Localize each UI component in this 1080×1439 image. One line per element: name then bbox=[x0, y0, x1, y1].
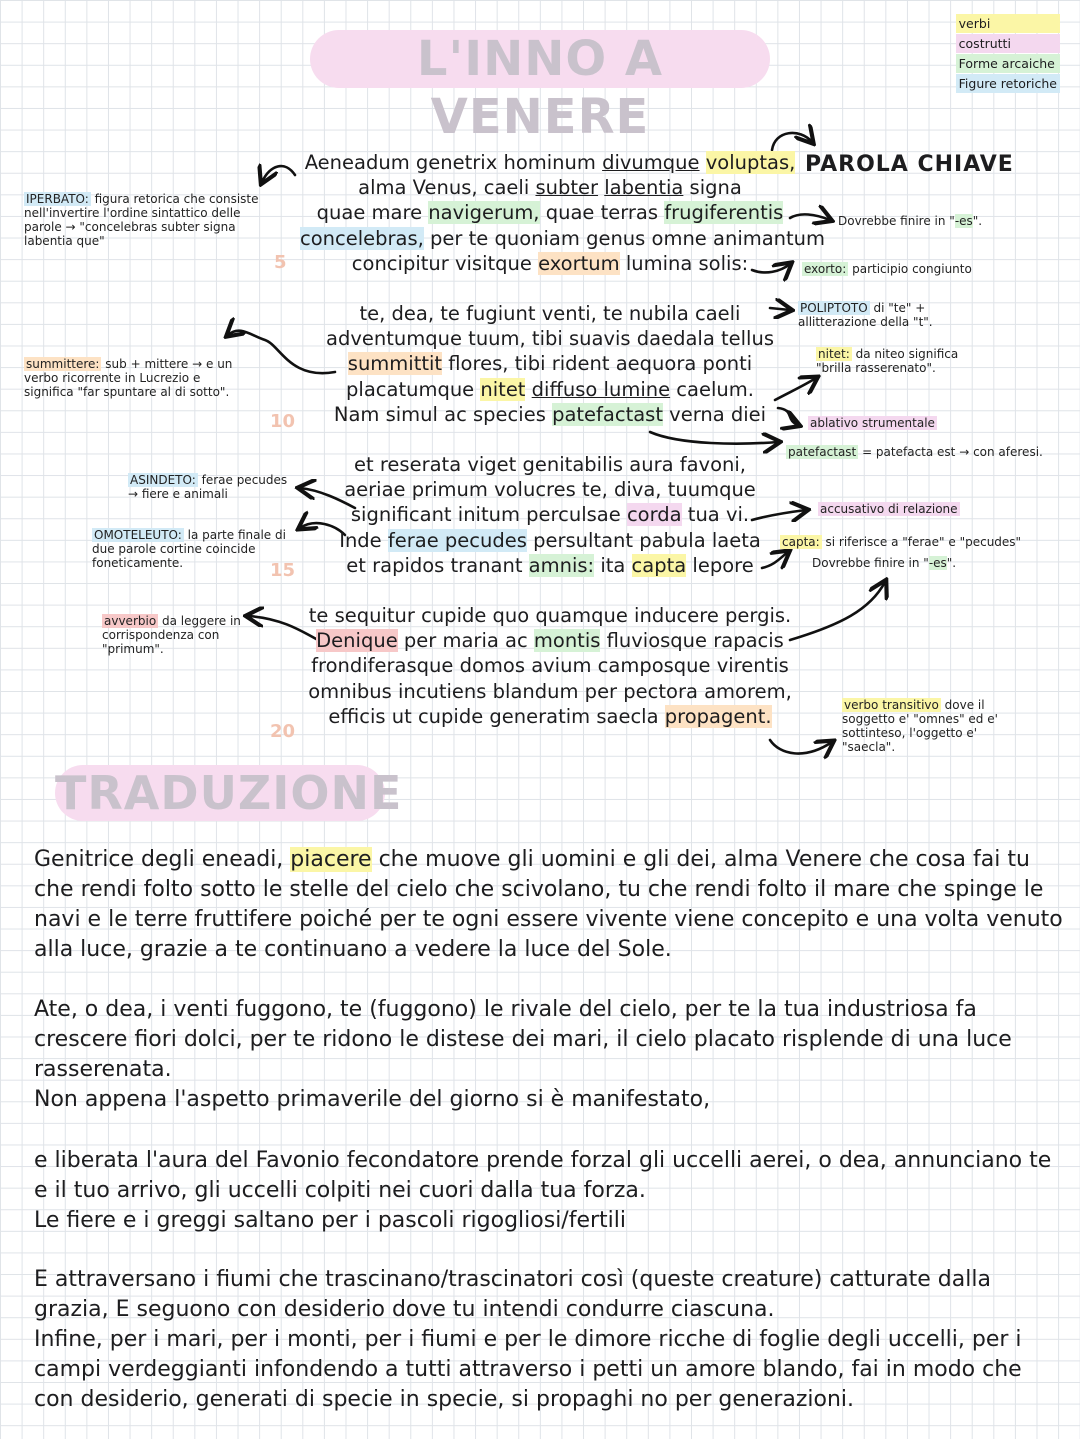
latin-fragment: placatumque bbox=[346, 377, 481, 401]
latin-line bbox=[300, 704, 800, 729]
latin-fragment: lepore bbox=[686, 553, 754, 577]
latin-line: adventumque tuum, tibi suavis daedala tellus bbox=[326, 327, 774, 351]
latin-line bbox=[300, 200, 800, 225]
note-tag: ablativo strumentale bbox=[810, 416, 935, 430]
latin-line bbox=[300, 502, 800, 527]
note-text: participio congiunto bbox=[848, 262, 972, 276]
keyword-label: PAROLA CHIAVE bbox=[805, 152, 1014, 177]
note-tag: verbo transitivo bbox=[844, 698, 939, 712]
note-tag: summittere: bbox=[26, 357, 100, 371]
note-tag: ASINDETO: bbox=[130, 473, 196, 487]
latin-highlight: summittit bbox=[347, 352, 443, 376]
translation-text: Infine, per i mari, per i monti, per i fiumi e per le dimore ricche di foglie degli uccelli, per i campi verdeggianti infondendo a tutti attraverso i petti un amore blando, fai in modo che con desiderio, generati di specie in specie, si propaghi no per generazioni. bbox=[34, 1327, 1022, 1412]
note-tag: OMOTELEUTO: bbox=[94, 528, 182, 542]
legend-forme-arcaiche: Forme arcaiche bbox=[956, 54, 1060, 73]
translation-text: Non appena l'aspetto primaverile del giorno si è manifestato, bbox=[34, 1087, 711, 1112]
latin-fragment: fluviosque rapacis bbox=[600, 629, 784, 653]
latin-highlight: navigerum, bbox=[428, 201, 540, 225]
note-asindeto bbox=[128, 473, 298, 501]
latin-fragment: per te quoniam genus omne animantum bbox=[423, 226, 826, 250]
latin-highlight: nitet bbox=[480, 377, 526, 401]
translation-title: TRADUZIONE bbox=[55, 766, 403, 820]
latin-fragment: labentia bbox=[604, 176, 684, 200]
note-tag: POLIPTOTO bbox=[800, 301, 868, 315]
latin-fragment: verna diei bbox=[662, 402, 767, 426]
latin-highlight: concelebras, bbox=[300, 226, 424, 250]
latin-highlight: ferae pecudes bbox=[387, 528, 527, 552]
translation-text: E attraversano i fiumi che trascinano/trascinatori così (queste creature) catturate dalla grazia, E seguono con desiderio dove tu intendi condurre ciascuna. bbox=[34, 1267, 991, 1322]
note-text: sub + mittere → e un verbo ricorrente in Lucrezio e significa "far spuntare al di sotto". bbox=[24, 357, 233, 399]
translation-text: e liberata l'aura del Favonio fecondatore prende forzal gli uccelli aerei, o dea, annunciano te e il tuo arrivo, gli uccelli colpiti nei cuori dalla tua forza. bbox=[34, 1148, 1052, 1203]
note-tag: -es bbox=[954, 214, 973, 228]
note-text: da leggere in corrispondenza con "primum". bbox=[102, 614, 241, 656]
latin-fragment: caelum. bbox=[670, 377, 754, 401]
latin-highlight: montis bbox=[533, 629, 601, 653]
translation-text: Genitrice degli eneadi, bbox=[34, 847, 291, 872]
latin-line bbox=[300, 377, 800, 402]
note-verbo-transitivo bbox=[842, 698, 1012, 754]
latin-fragment: alma Venus, caeli bbox=[358, 176, 536, 200]
note-tag: IPERBATO: bbox=[26, 192, 89, 206]
latin-line: frondiferasque domos avium camposque virentis bbox=[311, 654, 789, 678]
latin-line bbox=[300, 351, 800, 376]
note-dovrebbe-finire-2 bbox=[812, 556, 956, 570]
latin-fragment: Nam simul ac species bbox=[333, 402, 553, 426]
latin-line bbox=[300, 226, 826, 251]
latin-fragment: Inde bbox=[339, 528, 388, 552]
translation-paragraph-3 bbox=[34, 1146, 1064, 1236]
line-number: 15 bbox=[270, 560, 296, 581]
note-capta bbox=[780, 535, 1021, 549]
latin-line: omnibus incutiens blandum per pectora amorem, bbox=[308, 679, 792, 703]
latin-fragment: quae terras bbox=[539, 201, 665, 225]
latin-highlight: corda bbox=[626, 503, 682, 527]
note-text: ". bbox=[972, 214, 983, 228]
latin-fragment: Aeneadum genetrix hominum bbox=[304, 151, 603, 174]
note-text: la parte finale di due parole cortine coincide foneticamente. bbox=[92, 528, 286, 570]
note-iperbato bbox=[24, 192, 264, 248]
latin-highlight: patefactast bbox=[552, 402, 663, 426]
latin-stanza-3 bbox=[300, 452, 800, 578]
latin-highlight: voluptas, bbox=[705, 151, 796, 174]
latin-stanza-2 bbox=[300, 301, 800, 427]
note-tag: nitet: bbox=[818, 347, 850, 361]
latin-line: et reserata viget genitabilis aura favoni, bbox=[354, 453, 746, 477]
latin-highlight: capta bbox=[631, 553, 687, 577]
latin-line: te, dea, te fugiunt venti, te nubila caeli bbox=[359, 302, 741, 326]
note-nitet bbox=[816, 347, 976, 375]
latin-stanza-4 bbox=[300, 603, 800, 729]
note-ablativo bbox=[808, 416, 937, 430]
latin-highlight: propagent. bbox=[664, 704, 772, 728]
note-omoteleuto bbox=[92, 528, 292, 570]
latin-highlight: exortum bbox=[538, 251, 620, 275]
line-number: 5 bbox=[274, 252, 287, 273]
legend-costrutti: costrutti bbox=[956, 34, 1060, 53]
latin-line bbox=[300, 528, 800, 553]
note-text: Dovrebbe finire in " bbox=[812, 556, 929, 570]
translation-text: che muove gli uomini e gli dei, alma Venere che cosa fai tu che rendi folto sotto le stelle del cielo che scivolano, tu che rendi folto il mare che spinge le navi e le terre fruttifere poiché per te ogni essere vivente viene concepito e una volta venuto alla luce, grazie a te continuano a vedere la luce del Sole. bbox=[34, 847, 1063, 962]
latin-fragment: concipitur visitque bbox=[351, 251, 539, 275]
arrow-keyword bbox=[772, 133, 812, 150]
note-text: figura retorica che consiste nell'invertire l'ordine sintattico delle parole → "concelebras subter signa labentia que" bbox=[24, 192, 259, 248]
latin-line bbox=[300, 175, 800, 200]
translation-highlight: piacere bbox=[290, 847, 372, 872]
latin-line bbox=[300, 251, 800, 276]
note-text: ". bbox=[946, 556, 957, 570]
note-tag: avverbio bbox=[104, 614, 157, 628]
latin-fragment: persultant pabula laeta bbox=[526, 528, 761, 552]
latin-fragment: efficis ut cupide generatim saecla bbox=[328, 704, 665, 728]
note-summittere bbox=[24, 357, 249, 399]
latin-fragment: quae mare bbox=[316, 201, 429, 225]
note-text: da niteo significa "brilla rasserenato". bbox=[816, 347, 959, 375]
latin-line: te sequitur cupide quo quamque inducere pergis. bbox=[308, 604, 792, 628]
line-number: 20 bbox=[270, 721, 296, 742]
latin-fragment: significant initum perculsae bbox=[350, 503, 627, 527]
translation-paragraph-1 bbox=[34, 845, 1064, 965]
note-avverbio bbox=[102, 614, 242, 656]
note-text: = patefacta est → con aferesi. bbox=[858, 445, 1043, 459]
note-tag: exorto: bbox=[804, 262, 847, 276]
latin-line: aeriae primum volucres te, diva, tuumque bbox=[344, 478, 756, 502]
note-dovrebbe-finire-1 bbox=[838, 214, 982, 228]
latin-highlight: amnis: bbox=[528, 553, 595, 577]
latin-fragment bbox=[700, 151, 706, 174]
note-accusativo bbox=[818, 502, 960, 516]
latin-highlight: frugiferentis bbox=[664, 201, 784, 225]
latin-fragment: per maria ac bbox=[397, 629, 534, 653]
note-text: dove il soggetto e' "omnes" ed e' sottinteso, l'oggetto e' "saecla". bbox=[842, 698, 998, 754]
note-tag: capta: bbox=[782, 535, 820, 549]
note-text: di "te" + allitterazione della "t". bbox=[798, 301, 933, 329]
line-number: 10 bbox=[270, 411, 296, 432]
translation-text: Ate, o dea, i venti fuggono, te (fuggono) le rivale del cielo, per te la tua industriosa fa crescere fiori dolci, per te ridono le distese dei mari, il cielo placato risplende di una luce rasserenata. bbox=[34, 997, 1012, 1082]
latin-fragment: lumina solis: bbox=[619, 251, 749, 275]
latin-line bbox=[300, 150, 800, 175]
latin-line bbox=[300, 553, 800, 578]
latin-fragment: diffuso lumine bbox=[531, 377, 671, 401]
legend-figure-retoriche: Figure retoriche bbox=[956, 74, 1060, 93]
latin-fragment: et rapidos tranant bbox=[346, 553, 529, 577]
note-tag: accusativo di relazione bbox=[820, 502, 958, 516]
latin-fragment: signa bbox=[683, 176, 742, 200]
arrow-dovrebbe2 bbox=[790, 582, 885, 640]
latin-line bbox=[300, 402, 800, 427]
note-exorto bbox=[802, 262, 972, 276]
translation-text: Le fiere e i greggi saltano per i pascoli rigogliosi/fertili bbox=[34, 1208, 627, 1233]
note-patefactast bbox=[786, 445, 1043, 459]
note-poliptoto bbox=[798, 301, 968, 329]
latin-fragment: divumque bbox=[602, 151, 700, 174]
latin-fragment: flores, tibi rident aequora ponti bbox=[442, 352, 753, 376]
arrow-iperbato bbox=[262, 166, 295, 182]
note-text: ferae pecudes → fiere e animali bbox=[128, 473, 288, 501]
note-text: si riferisce a "ferae" e "pecudes" bbox=[821, 535, 1022, 549]
latin-line bbox=[300, 628, 800, 653]
note-text: Dovrebbe finire in " bbox=[838, 214, 955, 228]
note-tag: -es bbox=[928, 556, 947, 570]
legend-verbi: verbi bbox=[956, 14, 1060, 33]
latin-fragment: subter bbox=[535, 176, 599, 200]
translation-paragraph-4 bbox=[34, 1265, 1064, 1415]
latin-highlight: Denique bbox=[316, 629, 398, 653]
note-tag: patefactast bbox=[788, 445, 857, 459]
page-title: L'INNO A VENERE bbox=[310, 30, 770, 88]
latin-fragment: ita bbox=[594, 553, 632, 577]
latin-fragment: tua vi. bbox=[681, 503, 750, 527]
translation-paragraph-2 bbox=[34, 995, 1064, 1115]
